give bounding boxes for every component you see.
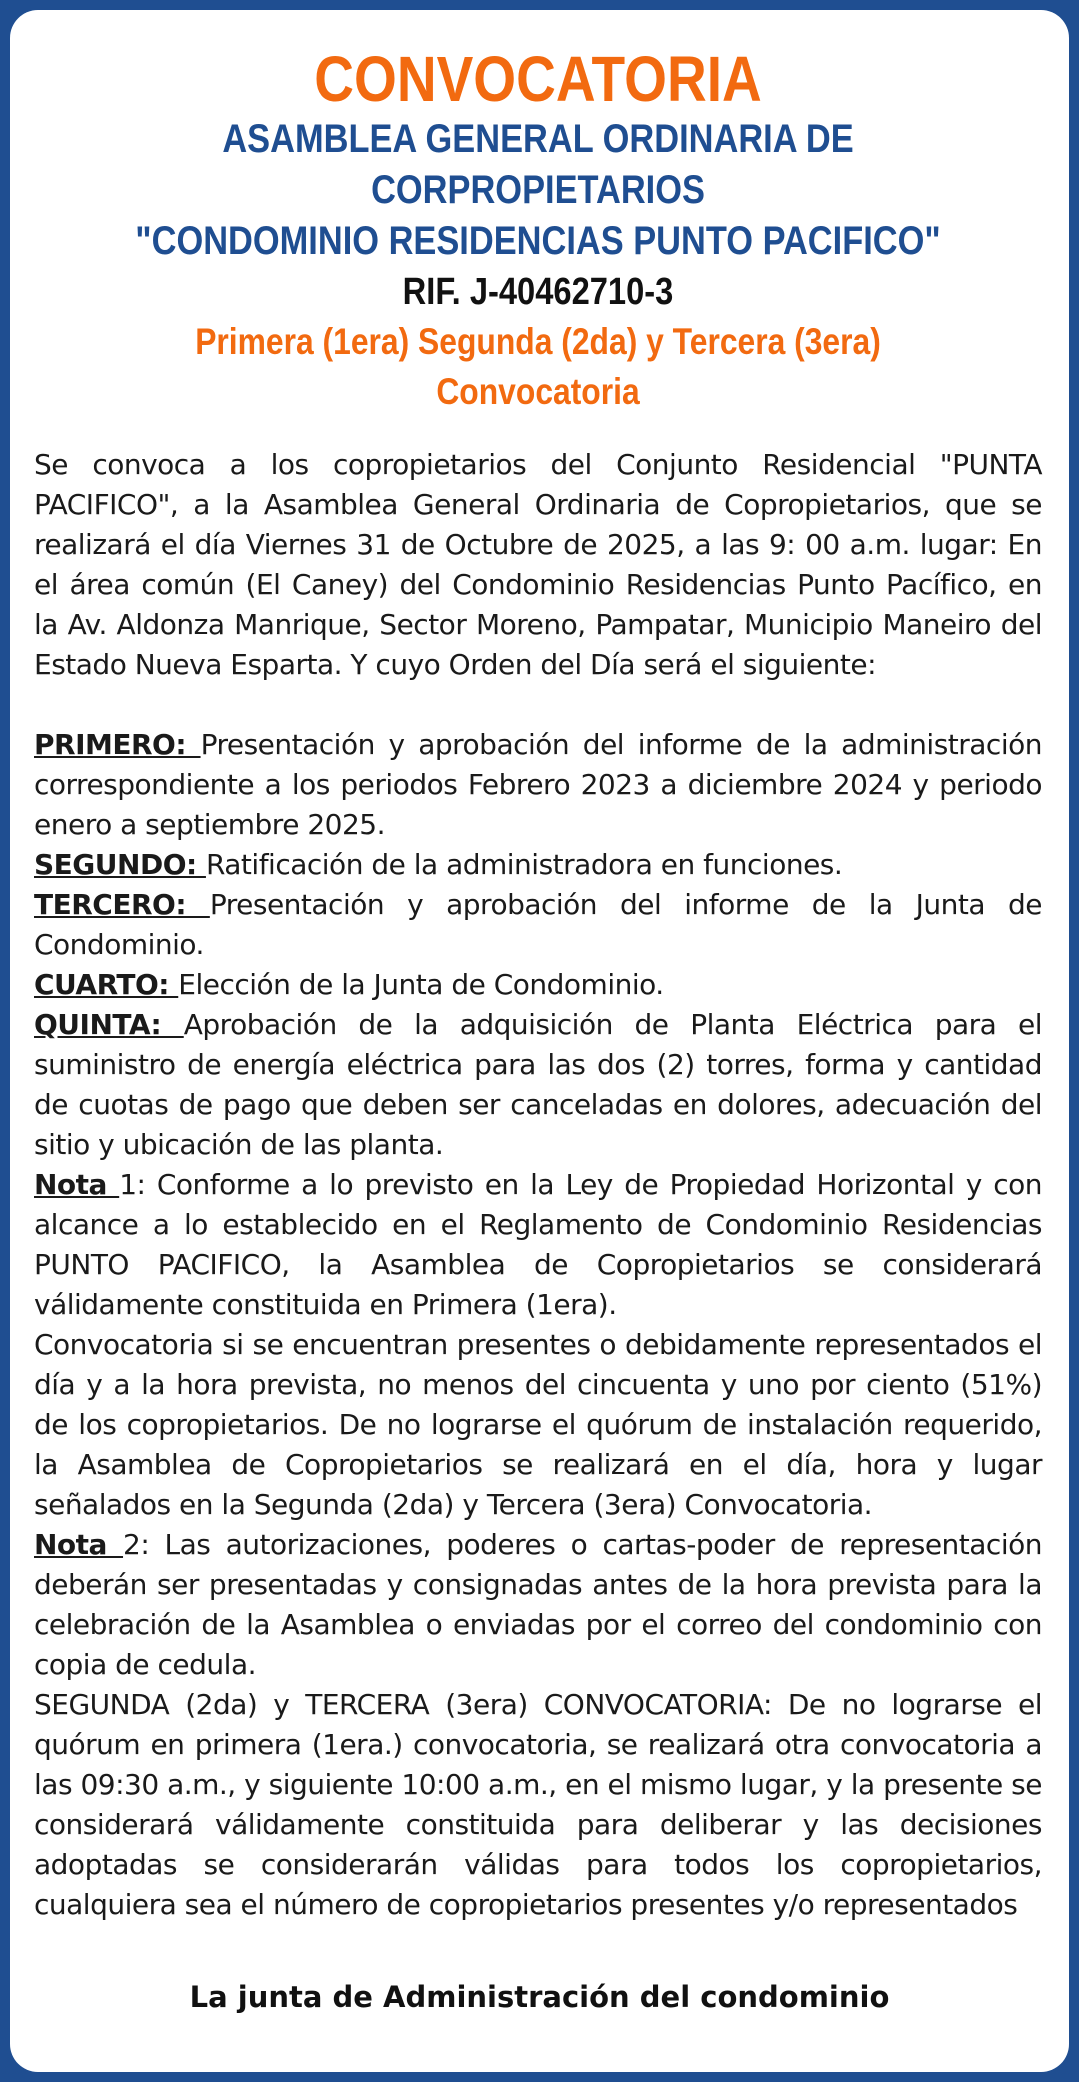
agenda-text: Presentación y aprobación del informe de la Junta de Condominio. xyxy=(34,888,1042,961)
spacer xyxy=(34,685,1042,725)
agenda-item-quinta xyxy=(34,1005,1042,1165)
nota-label: Nota xyxy=(34,1168,120,1201)
agenda-text: Elección de la Junta de Condominio. xyxy=(178,968,664,1001)
agenda-item-segundo xyxy=(34,845,1042,885)
agenda-label: PRIMERO: xyxy=(34,728,201,761)
agenda-label: TERCERO: xyxy=(34,888,210,921)
notice-card xyxy=(10,10,1069,2072)
notice-body xyxy=(34,445,1042,1925)
nota-2 xyxy=(34,1525,1042,1685)
agenda-item-tercero xyxy=(34,885,1042,965)
agenda-item-primero xyxy=(34,725,1042,845)
second-convocation-paragraph: SEGUNDA (2da) y TERCERA (3era) CONVOCATORIA: De no lograrse el quórum en primera (1era.) convocatoria, se realizará otra convocatoria a las 09:30 a.m., y siguiente 10:00 a.m., en el mismo lugar, y la presente se considerará válidamente constituida para deliberar y las decisiones adoptadas se considerarán válidas para todos los copropietarios, cualquiera sea el número de copropietarios presentes y/o representados xyxy=(34,1688,1042,1921)
agenda-text: Aprobación de la adquisición de Planta Eléctrica para el suministro de energía eléctrica para las dos (2) torres, forma y cantidad de cuotas de pago que deben ser canceladas en dolores, adecuación del sitio y ubicación de las planta. xyxy=(34,1008,1043,1161)
intro-paragraph: Se convoca a los copropietarios del Conjunto Residencial "PUNTA PACIFICO", a la Asamblea General Ordinaria de Copropietarios, que se realizará el día Viernes 31 de Octubre de 2025, a las 9: 00 a.m. lugar: En el área común (El Caney) del Condominio Residencias Punto Pacífico, en la Av. Aldonza Manrique, Sector Moreno, Pampatar, Municipio Maneiro del Estado Nueva Esparta. Y cuyo Orden del Día será el siguiente: xyxy=(34,448,1042,681)
agenda-text: Ratificación de la administradora en funciones. xyxy=(205,848,843,881)
agenda-item-cuarto xyxy=(34,965,1042,1005)
agenda-label: CUARTO: xyxy=(34,968,179,1001)
nota-text: 2: Las autorizaciones, poderes o cartas-poder de representación deberán ser presentadas y consignadas antes de la hora prevista para la celebración de la Asamblea o enviadas por el correo del condominio con copia de cedula. xyxy=(34,1528,1042,1681)
notice-title: CONVOCATORIA xyxy=(314,43,762,115)
nota-text: 1: Conforme a lo previsto en la Ley de Propiedad Horizontal y con alcance a lo establecido en el Reglamento de Condominio Residencias PUNTO PACIFICO, la Asamblea de Copropietarios se considerará válidamente constituida en Primera (1era). xyxy=(34,1168,1043,1321)
notice-header xyxy=(34,44,1042,417)
nota-label: Nota xyxy=(34,1528,124,1561)
condominium-name: "CONDOMINIO RESIDENCIAS PUNTO PACIFICO" xyxy=(135,219,941,263)
rif-number: RIF. J-40462710-3 xyxy=(402,271,674,313)
signature: La junta de Administración del condominio xyxy=(189,1980,890,2014)
assembly-subtitle: ASAMBLEA GENERAL ORDINARIA DE CORPROPIETARIOS xyxy=(222,117,854,212)
agenda-label: SEGUNDO: xyxy=(34,848,206,881)
convocation-rounds: Primera (1era) Segunda (2da) y Tercera (3era) Convocatoria xyxy=(195,321,881,412)
nota-1 xyxy=(34,1165,1042,1325)
quorum-paragraph: Convocatoria si se encuentran presentes o debidamente representados el día y a la hora prevista, no menos del cincuenta y uno por ciento (51%) de los copropietarios. De no lograrse el quórum de instalación requerido, la Asamblea de Copropietarios se realizará en el día, hora y lugar señalados en la Segunda (2da) y Tercera (3era) Convocatoria. xyxy=(34,1328,1042,1521)
agenda-label: QUINTA: xyxy=(34,1008,184,1041)
agenda-text: Presentación y aprobación del informe de la administración correspondiente a los periodos Febrero 2023 a diciembre 2024 y periodo enero a septiembre 2025. xyxy=(34,728,1042,841)
